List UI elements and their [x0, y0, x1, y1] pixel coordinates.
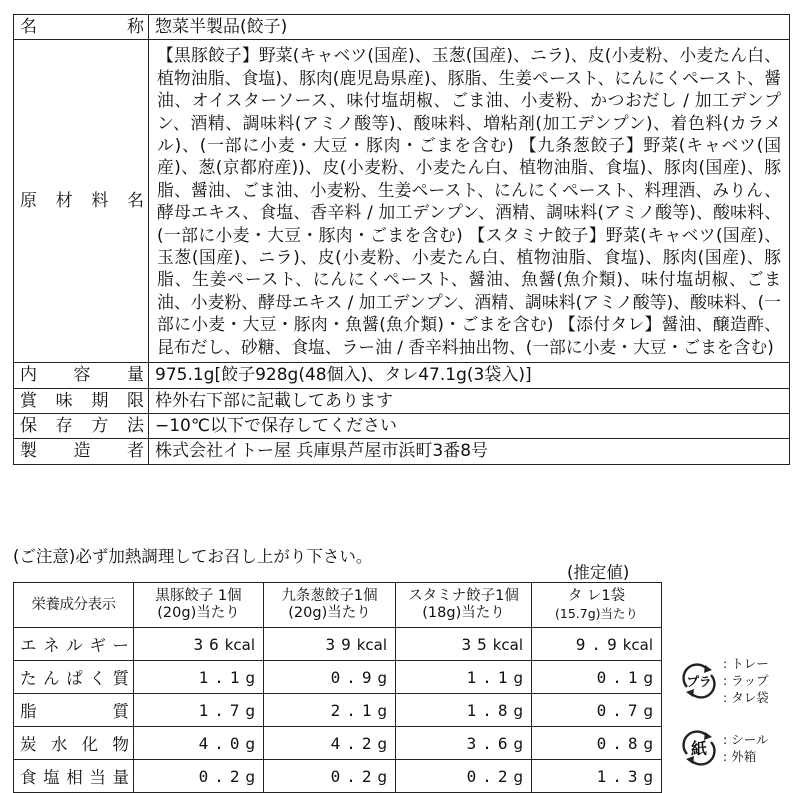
- nutrient-value: 1.3g: [532, 760, 662, 793]
- nutrient-value: 36kcal: [134, 628, 264, 661]
- ingredients-text: 【黒豚餃子】野菜(キャベツ(国産)、玉葱(国産)、ニラ)、皮(小麦粉、小麦たん白、植物油脂、食塩)、豚肉(鹿児島県産)、豚脂、生姜ペースト、にんにくペースト、醤油、オイスターソース、味付塩胡椒、ごま油、小麦粉、かつおだし / 加工デンプン、酒精、調味料(アミノ酸等)、酸味料、増粘剤(加工デンプン)、着色料(カラメル)、(一部に小麦・大豆・豚肉・ごまを含む) 【九条葱餃子】野菜(キャベツ(国産)、葱(京都府産))、皮(小麦粉、小麦たん白、植物油脂、食塩)、豚肉(国産)、豚脂、醤油、ごま油、小麦粉、生姜ペースト、にんにくペースト、料理酒、みりん、酵母エキス、食塩、香辛料 / 加工デンプン、酒精、調味料(アミノ酸等)、酸味料、(一部に小麦・大豆・豚肉・ごまを含む) 【スタミナ餃子】野菜(キャベツ(国産)、玉葱(国産)、ニラ)、皮(小麦粉、小麦たん白、植物油脂、食塩)、豚肉(国産)、豚脂、生姜ペースト、にんにくペースト、醤油、魚醤(魚介類)、味付塩胡椒、ごま油、小麦粉、酵母エキス / 加工デンプン、酒精、調味料(アミノ酸等)、酸味料、(一部に小麦・大豆・豚肉・魚醤(魚介類)・ごまを含む) 【添付タレ】醤油、醸造酢、昆布だし、砂糖、食塩、ラー油 / 香辛料抽出物、(一部に小麦・大豆・ごまを含む): [157, 45, 781, 357]
- nutrition-col-kurobuta: [134, 583, 264, 628]
- label-key-ingredients: 原材料名: [14, 40, 149, 363]
- nutrition-row-protein: [14, 661, 662, 694]
- col-serving: (18g)当たり: [422, 605, 505, 621]
- label-row-name: [14, 15, 790, 40]
- label-key-contents: 内容量: [14, 363, 149, 388]
- estimate-note: (推定値): [567, 563, 630, 582]
- nutrition-corner-label: 栄養成分表示: [14, 583, 134, 628]
- nutrition-row-salt: [14, 760, 662, 793]
- plastic-recycling-items: [723, 655, 769, 706]
- col-title: スタミナ餃子1個: [408, 588, 519, 604]
- label-key-manufacturer: 製造者: [14, 439, 149, 464]
- plastic-symbol-text: プラ: [686, 673, 712, 689]
- col-title: 黒豚餃子 1個: [155, 588, 242, 604]
- nutrition-row-energy: [14, 628, 662, 661]
- nutrient-value: 1.8g: [396, 694, 532, 727]
- col-title: 九条葱餃子1個: [281, 588, 378, 604]
- nutrient-value: 0.7g: [532, 694, 662, 727]
- recycling-item: : 外箱: [723, 749, 757, 764]
- label-key-best-before: 賞味期限: [14, 388, 149, 413]
- label-row-manufacturer: [14, 439, 790, 464]
- recycling-item: : トレー: [723, 656, 769, 671]
- nutrition-col-stamina: [396, 583, 532, 628]
- nutrient-value: 0.2g: [264, 760, 396, 793]
- nutrient-label: たんぱく質: [14, 661, 134, 694]
- nutrition-row-fat: [14, 694, 662, 727]
- caution-note: (ご注意)必ず加熱調理してお召し上がり下さい。: [13, 547, 373, 566]
- nutrient-value: 39kcal: [264, 628, 396, 661]
- recycling-item: : ラップ: [723, 673, 769, 688]
- nutrient-value: 0.2g: [134, 760, 264, 793]
- label-value-ingredients: [149, 40, 790, 363]
- label-value-manufacturer: 株式会社イトー屋 兵庫県芦屋市浜町3番8号: [149, 439, 790, 464]
- nutrition-table: [13, 582, 662, 793]
- nutrient-value: 1.1g: [396, 661, 532, 694]
- label-key-name: 名称: [14, 15, 149, 40]
- nutrient-value: 4.2g: [264, 727, 396, 760]
- nutrient-value: 0.1g: [532, 661, 662, 694]
- nutrition-col-sauce: [532, 583, 662, 628]
- product-label-table: [13, 14, 790, 465]
- label-value-best-before: 枠外右下部に記載してあります: [149, 388, 790, 413]
- nutrient-value: 9.9kcal: [532, 628, 662, 661]
- plastic-recycling-icon: [679, 661, 719, 701]
- nutrient-value: 1.7g: [134, 694, 264, 727]
- nutrition-col-kujonegi: [264, 583, 396, 628]
- nutrition-header-row: [14, 583, 662, 628]
- recycling-item: : タレ袋: [723, 690, 769, 705]
- nutrient-label: エネルギー: [14, 628, 134, 661]
- label-row-contents: [14, 363, 790, 388]
- plastic-recycling-block: [679, 655, 769, 706]
- nutrient-value: 35kcal: [396, 628, 532, 661]
- paper-recycling-icon: [679, 728, 719, 768]
- col-serving: (15.7g)当たり: [554, 606, 639, 621]
- col-serving: (20g)当たり: [157, 605, 240, 621]
- nutrient-value: 0.9g: [264, 661, 396, 694]
- label-key-storage: 保存方法: [14, 413, 149, 438]
- paper-recycling-items: [723, 731, 768, 765]
- nutrient-label: 食塩相当量: [14, 760, 134, 793]
- nutrient-value: 4.0g: [134, 727, 264, 760]
- label-row-storage: [14, 413, 790, 438]
- label-value-name: 惣菜半製品(餃子): [149, 15, 790, 40]
- nutrient-value: 1.1g: [134, 661, 264, 694]
- paper-recycling-block: [679, 728, 768, 768]
- nutrient-value: 0.2g: [396, 760, 532, 793]
- paper-symbol-text: 紙: [690, 739, 708, 758]
- col-title: タ レ1袋: [567, 588, 626, 604]
- nutrient-value: 0.8g: [532, 727, 662, 760]
- label-row-best-before: [14, 388, 790, 413]
- label-value-storage: −10℃以下で保存してください: [149, 413, 790, 438]
- nutrient-value: 3.6g: [396, 727, 532, 760]
- nutrient-value: 2.1g: [264, 694, 396, 727]
- nutrient-label: 脂質: [14, 694, 134, 727]
- nutrition-row-carbohydrate: [14, 727, 662, 760]
- label-value-contents: 975.1g[餃子928g(48個入)、タレ47.1g(3袋入)]: [149, 363, 790, 388]
- label-row-ingredients: [14, 40, 790, 363]
- col-serving: (20g)当たり: [288, 605, 371, 621]
- recycling-item: : シール: [723, 732, 769, 747]
- nutrient-label: 炭水化物: [14, 727, 134, 760]
